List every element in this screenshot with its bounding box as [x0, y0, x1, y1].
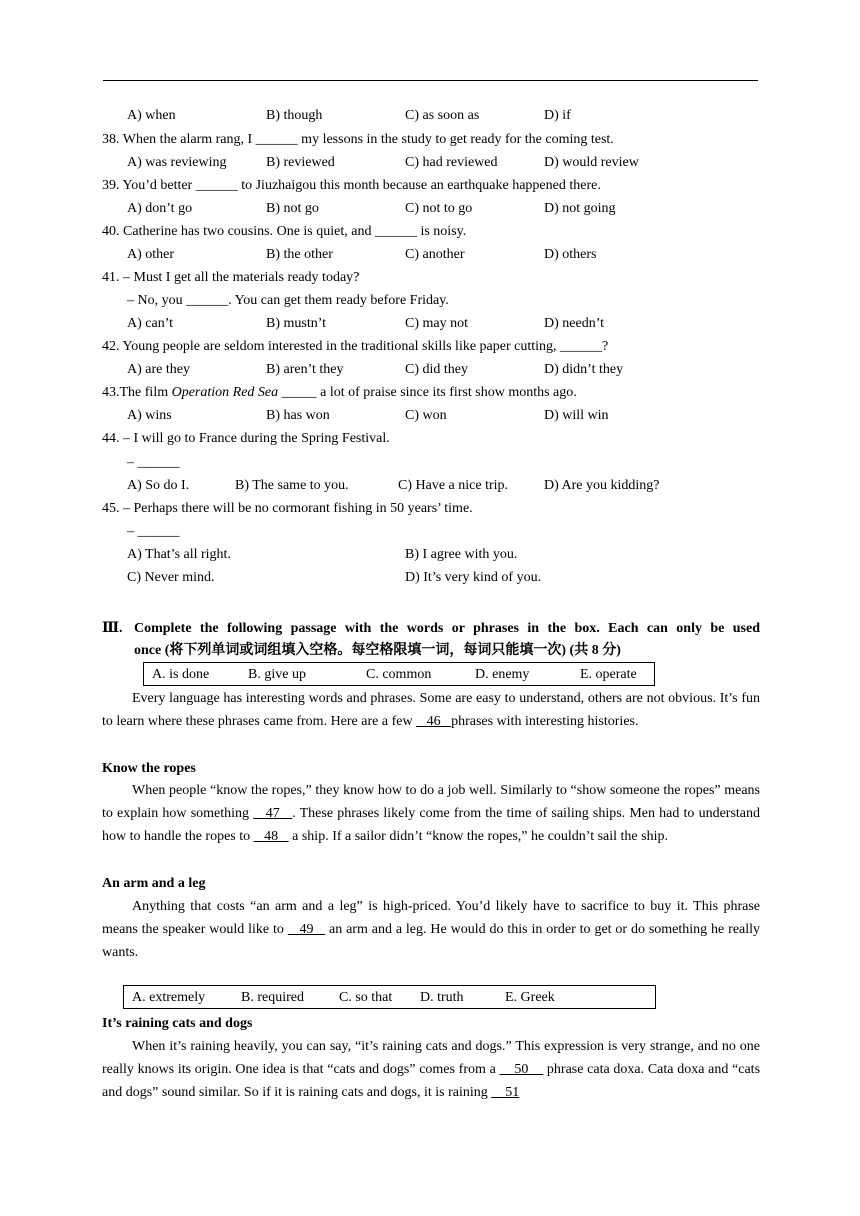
option: B) has won	[266, 408, 330, 423]
option: C) may not	[405, 316, 468, 331]
section-numeral: Ⅲ.	[102, 621, 123, 636]
option: B) mustn’t	[266, 316, 327, 331]
option: D) didn’t they	[544, 362, 624, 377]
option: B) the other	[266, 247, 333, 262]
passage-paragraph	[102, 895, 760, 964]
option: D) Are you kidding?	[544, 478, 660, 493]
word-option: E. operate	[580, 667, 637, 682]
option: B) aren’t they	[266, 362, 344, 377]
option: C) did they	[405, 362, 468, 377]
question-stem	[102, 384, 577, 402]
paragraph-text: Every language has interesting words and phrases. Some are easy to understand, others are not obvious. It’s fun to learn where these phrases came from. Here are a few	[102, 691, 760, 729]
word-option: B. required	[241, 990, 304, 1005]
paragraph-text: When it’s raining heavily, you can say, “it’s raining cats and dogs.” This expression is very strange, and no one really knows its origin. One idea is that “cats and dogs” comes from a	[102, 1039, 760, 1077]
question-stem: 44. – I will go to France during the Spring Festival.	[102, 431, 390, 446]
subheading: It’s raining cats and dogs	[102, 1016, 253, 1031]
paragraph-text: When people “know the ropes,” they know how to do a job well. Similarly to “show someone the ropes” means to explain how something	[102, 783, 760, 821]
blank-46	[416, 714, 451, 729]
word-option: D. truth	[420, 990, 464, 1005]
option: D) would review	[544, 155, 639, 170]
option: B) though	[266, 108, 323, 123]
question-stem-reply: – No, you ______. You can get them ready before Friday.	[127, 293, 449, 308]
blank-49	[288, 922, 325, 937]
option: A) when	[127, 108, 176, 123]
option: D) if	[544, 108, 571, 123]
word-option: B. give up	[248, 667, 306, 682]
stem-text: _____ a lot of praise since its first show months ago.	[278, 385, 577, 400]
subheading: An arm and a leg	[102, 876, 206, 891]
section-instruction: once (将下列单词或词组填入空格。每空格限填一词，每词只能填一次) (共 8 分)	[134, 643, 621, 658]
question-stem: 39. You’d better ______ to Jiuzhaigou this month because an earthquake happened there.	[102, 178, 601, 193]
option: C) not to go	[405, 201, 473, 216]
option: C) won	[405, 408, 447, 423]
option: A) So do I.	[127, 478, 190, 493]
word-box	[143, 662, 655, 686]
paragraph-text: phrase cata doxa. Cata doxa and “cats and dogs” sound similar. So if it is raining cats and dogs, it is raining	[102, 1062, 761, 1100]
word-option: C. common	[366, 667, 432, 682]
option: A) wins	[127, 408, 172, 423]
paragraph-text: phrases with interesting histories.	[451, 714, 639, 729]
header-rule	[103, 80, 758, 81]
option: B) The same to you.	[235, 478, 349, 493]
blank-number: 51	[505, 1085, 520, 1100]
passage-paragraph	[102, 687, 760, 733]
blank-number: 48	[264, 829, 279, 844]
option: D) needn’t	[544, 316, 604, 331]
passage-paragraph	[102, 779, 760, 848]
paragraph-text: an arm and a leg. He would do this in order to get or do something he really wants.	[102, 922, 761, 960]
option: D) not going	[544, 201, 616, 216]
option: C) had reviewed	[405, 155, 498, 170]
option: D) It’s very kind of you.	[405, 570, 542, 585]
option: A) other	[127, 247, 175, 262]
question-stem: 41. – Must I get all the materials ready today?	[102, 270, 360, 285]
option: C) Have a nice trip.	[398, 478, 509, 493]
option: A) That’s all right.	[127, 547, 231, 562]
blank-number: 46	[426, 714, 441, 729]
option: B) reviewed	[266, 155, 335, 170]
section-instruction: Complete the following passage with the words or phrases in the box. Each can only be used	[134, 621, 760, 636]
blank-51	[491, 1085, 519, 1100]
word-option: E. Greek	[505, 990, 555, 1005]
blank-47	[253, 806, 292, 821]
option: C) another	[405, 247, 465, 262]
option: D) others	[544, 247, 597, 262]
option: C) Never mind.	[127, 570, 215, 585]
option: B) I agree with you.	[405, 547, 518, 562]
paragraph-text: Anything that costs “an arm and a leg” is high-priced. You’d likely have to sacrifice to buy it. This phrase means the speaker would like to	[102, 899, 760, 937]
blank-48	[254, 829, 289, 844]
question-stem: 42. Young people are seldom interested in the traditional skills like paper cutting, ______?	[102, 339, 609, 354]
option: C) as soon as	[405, 108, 480, 123]
stem-text: 43.The film	[102, 385, 172, 400]
passage-paragraph	[102, 1035, 760, 1104]
option: A) are they	[127, 362, 190, 377]
option: B) not go	[266, 201, 319, 216]
option: A) was reviewing	[127, 155, 227, 170]
paragraph-text: . These phrases likely come from the time of sailing ships. Men had to understand how to handle the ropes to	[102, 806, 761, 844]
word-option: D. enemy	[475, 667, 530, 682]
question-stem-reply: – ______	[127, 455, 180, 470]
option: D) will win	[544, 408, 609, 423]
blank-number: 49	[299, 922, 314, 937]
word-option: A. extremely	[132, 990, 206, 1005]
word-option: A. is done	[152, 667, 210, 682]
question-stem: 38. When the alarm rang, I ______ my lessons in the study to get ready for the coming test.	[102, 132, 614, 147]
blank-number: 50	[514, 1062, 529, 1077]
question-stem-reply: – ______	[127, 524, 180, 539]
option: A) don’t go	[127, 201, 193, 216]
word-option: C. so that	[339, 990, 393, 1005]
paragraph-text: a ship. If a sailor didn’t “know the ropes,” he couldn’t sail the ship.	[288, 829, 668, 844]
blank-number: 47	[265, 806, 280, 821]
question-stem: 45. – Perhaps there will be no cormorant fishing in 50 years’ time.	[102, 501, 473, 516]
option: A) can’t	[127, 316, 173, 331]
film-title: Operation Red Sea	[171, 385, 279, 400]
question-stem: 40. Catherine has two cousins. One is quiet, and ______ is noisy.	[102, 224, 467, 239]
subheading: Know the ropes	[102, 761, 196, 776]
blank-50	[500, 1062, 544, 1077]
word-box	[123, 985, 656, 1009]
